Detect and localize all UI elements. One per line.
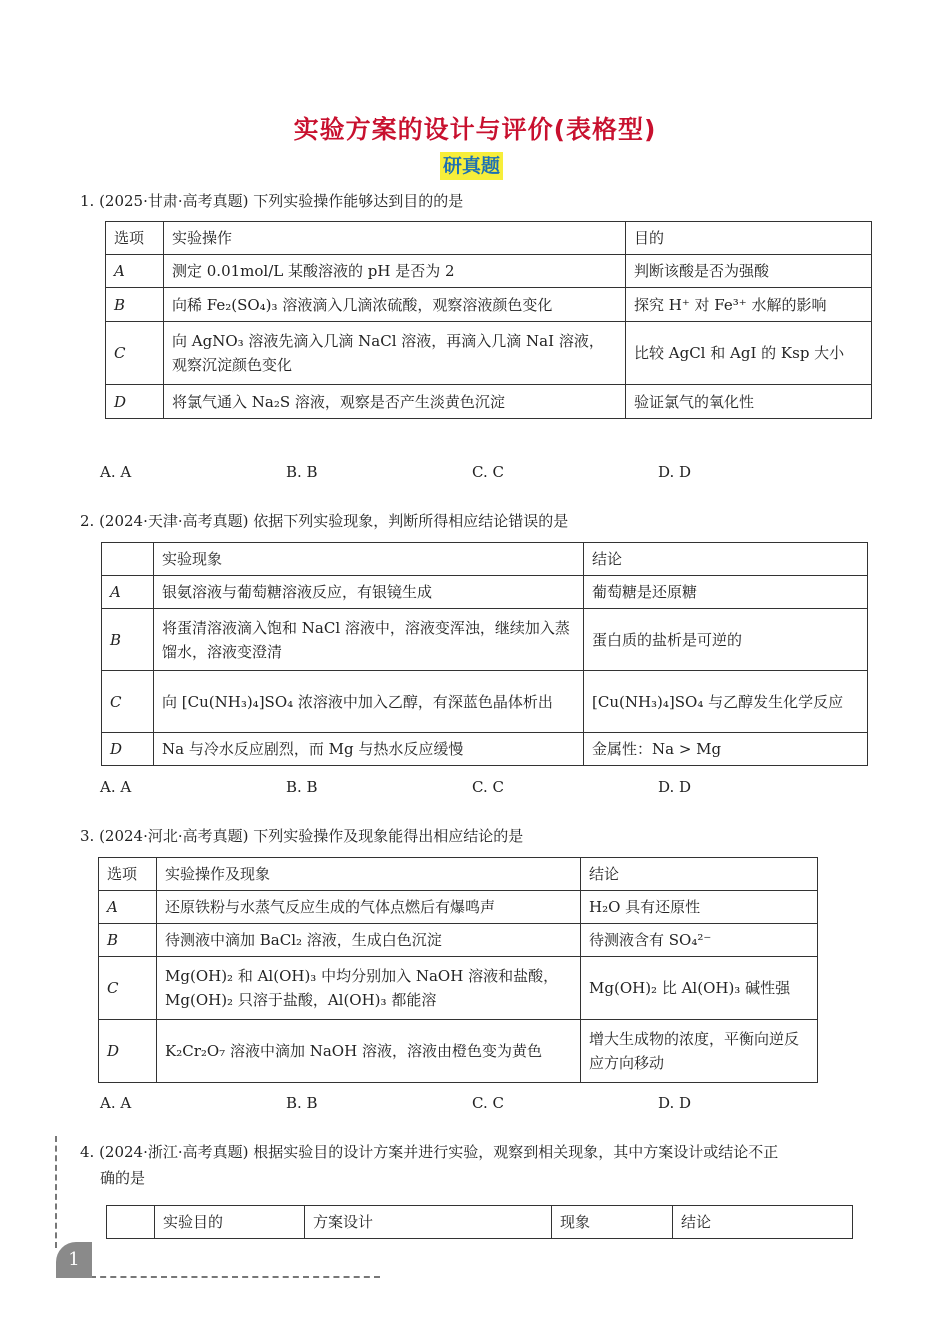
table-cell-option: A: [99, 891, 157, 924]
choice-d[interactable]: D. D: [658, 1094, 692, 1112]
table-cell-option: B: [99, 924, 157, 957]
table-cell: 金属性：Na > Mg: [584, 733, 868, 766]
question-1-table: [105, 221, 872, 419]
choice-c[interactable]: C. C: [472, 1094, 504, 1112]
page-number-badge: 1: [56, 1242, 92, 1278]
question-3-table: [98, 857, 818, 1083]
table-cell: 增大生成物的浓度，平衡向逆反应方向移动: [581, 1020, 818, 1083]
question-2-table: [101, 542, 868, 766]
table-cell: 向稀 Fe₂(SO₄)₃ 溶液滴入几滴浓硫酸，观察溶液颜色变化: [164, 288, 626, 322]
question-1-choices: [100, 463, 800, 489]
table-cell-option: D: [102, 733, 154, 766]
question-4-stem: [80, 1139, 880, 1191]
table-header: 结论: [584, 543, 868, 576]
table-cell: H₂O 具有还原性: [581, 891, 818, 924]
page-border-dashed-horizontal: [90, 1276, 380, 1278]
table-header: 现象: [552, 1206, 673, 1239]
choice-a[interactable]: A. A: [100, 1094, 132, 1112]
table-cell: Na 与冷水反应剧烈，而 Mg 与热水反应缓慢: [154, 733, 584, 766]
table-cell: 判断该酸是否为强酸: [626, 255, 872, 288]
question-4-stem-line2: 确的是: [100, 1169, 146, 1187]
table-cell-option: C: [99, 957, 157, 1020]
table-cell: 将氯气通入 Na₂S 溶液，观察是否产生淡黄色沉淀: [164, 385, 626, 419]
choice-d[interactable]: D. D: [658, 778, 692, 796]
table-header: 目的: [626, 222, 872, 255]
table-cell: 待测液含有 SO₄²⁻: [581, 924, 818, 957]
table-cell-option: A: [106, 255, 164, 288]
table-cell: 葡萄糖是还原糖: [584, 576, 868, 609]
table-cell: 测定 0.01mol/L 某酸溶液的 pH 是否为 2: [164, 255, 626, 288]
table-cell: 向 [Cu(NH₃)₄]SO₄ 浓溶液中加入乙醇，有深蓝色晶体析出: [154, 671, 584, 733]
table-cell: 向 AgNO₃ 溶液先滴入几滴 NaCl 溶液，再滴入几滴 NaI 溶液，观察沉淀颜色变化: [164, 322, 626, 385]
choice-a[interactable]: A. A: [100, 778, 132, 796]
table-cell: 待测液中滴加 BaCl₂ 溶液，生成白色沉淀: [157, 924, 581, 957]
table-cell-option: D: [99, 1020, 157, 1083]
question-4-stem-line1: 4. (2024·浙江·高考真题) 根据实验目的设计方案并进行实验，观察到相关现象，其中方案设计或结论不正: [80, 1143, 779, 1161]
table-cell: 验证氯气的氧化性: [626, 385, 872, 419]
choice-c[interactable]: C. C: [472, 463, 504, 481]
choice-b[interactable]: B. B: [286, 778, 318, 796]
table-header: 选项: [99, 858, 157, 891]
page-border-dashed-vertical: [55, 1136, 57, 1248]
table-header: 实验操作及现象: [157, 858, 581, 891]
table-header: [107, 1206, 155, 1239]
table-cell: Mg(OH)₂ 和 Al(OH)₃ 中均分别加入 NaOH 溶液和盐酸，Mg(OH)₂ 只溶于盐酸，Al(OH)₃ 都能溶: [157, 957, 581, 1020]
choice-b[interactable]: B. B: [286, 1094, 318, 1112]
table-cell: 蛋白质的盐析是可逆的: [584, 609, 868, 671]
question-1-stem: 1. (2025·甘肃·高考真题) 下列实验操作能够达到目的的是: [80, 192, 464, 210]
section-tag: 研真题: [440, 152, 503, 180]
table-cell: 还原铁粉与水蒸气反应生成的气体点燃后有爆鸣声: [157, 891, 581, 924]
table-cell: 将蛋清溶液滴入饱和 NaCl 溶液中，溶液变浑浊，继续加入蒸馏水，溶液变澄清: [154, 609, 584, 671]
table-cell: 银氨溶液与葡萄糖溶液反应，有银镜生成: [154, 576, 584, 609]
table-header: [102, 543, 154, 576]
table-cell-option: C: [102, 671, 154, 733]
table-cell-option: C: [106, 322, 164, 385]
table-cell-option: B: [106, 288, 164, 322]
table-header: 实验目的: [155, 1206, 305, 1239]
choice-d[interactable]: D. D: [658, 463, 692, 481]
table-header: 实验操作: [164, 222, 626, 255]
table-header: 选项: [106, 222, 164, 255]
table-header: 实验现象: [154, 543, 584, 576]
table-cell-option: A: [102, 576, 154, 609]
question-2-choices: [100, 778, 800, 804]
table-cell: [Cu(NH₃)₄]SO₄ 与乙醇发生化学反应: [584, 671, 868, 733]
document-title: 实验方案的设计与评价(表格型): [293, 115, 657, 144]
table-header: 方案设计: [305, 1206, 552, 1239]
choice-b[interactable]: B. B: [286, 463, 318, 481]
table-header: 结论: [673, 1206, 853, 1239]
table-cell-option: B: [102, 609, 154, 671]
choice-a[interactable]: A. A: [100, 463, 132, 481]
table-cell: 比较 AgCl 和 AgI 的 Ksp 大小: [626, 322, 872, 385]
table-cell-option: D: [106, 385, 164, 419]
table-cell: 探究 H⁺ 对 Fe³⁺ 水解的影响: [626, 288, 872, 322]
table-header: 结论: [581, 858, 818, 891]
question-2-stem: 2. (2024·天津·高考真题) 依据下列实验现象，判断所得相应结论错误的是: [80, 512, 569, 530]
question-3-stem: 3. (2024·河北·高考真题) 下列实验操作及现象能得出相应结论的是: [80, 827, 524, 845]
table-cell: Mg(OH)₂ 比 Al(OH)₃ 碱性强: [581, 957, 818, 1020]
question-4-table: [106, 1205, 853, 1239]
choice-c[interactable]: C. C: [472, 778, 504, 796]
question-3-choices: [100, 1094, 800, 1120]
table-cell: K₂Cr₂O₇ 溶液中滴加 NaOH 溶液，溶液由橙色变为黄色: [157, 1020, 581, 1083]
